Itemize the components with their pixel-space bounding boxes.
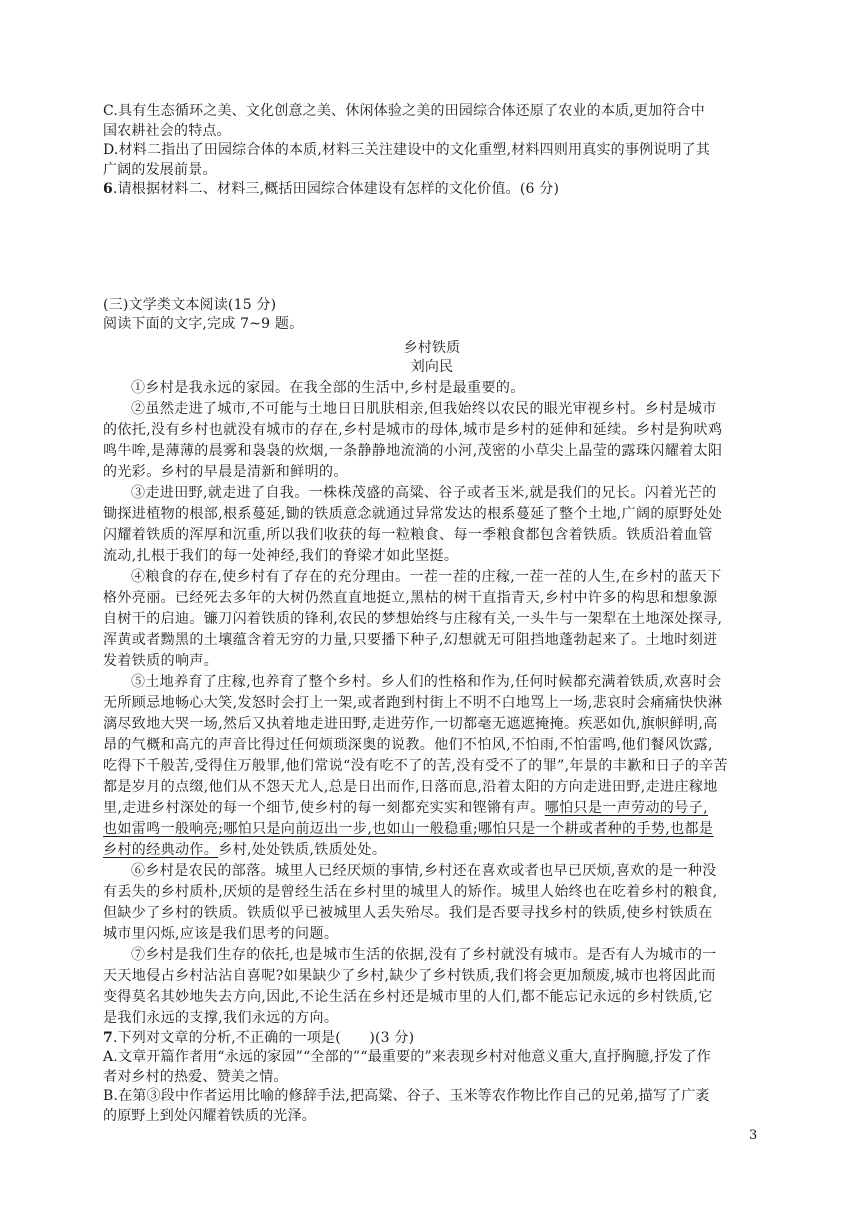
- option-a-line2: 者对乡村的热爱、赞美之情。: [103, 1068, 288, 1085]
- article-line: 但缺少了乡村的铁质。铁质似乎已被城里人丢失殆尽。我们是否要寻找乡村的铁质,使乡村铁质在: [103, 904, 713, 921]
- article-author: 刘向民: [410, 359, 454, 375]
- article-line: 城市里闪烁,应该是我们思考的问题。: [103, 925, 339, 942]
- article-line: 鸣牛哞,是薄薄的晨雾和袅袅的炊烟,一条静静地流淌的小河,茂密的小草尖上晶莹的露珠闪耀着太阳: [103, 442, 723, 459]
- article-line: 漓尽致地大哭一场,然后又执着地走进田野,走进劳作,一切都毫无遮遮掩掩。疾恶如仇,旗帜鲜明,高: [103, 715, 718, 732]
- question-7-number: 7: [103, 1029, 113, 1046]
- article-line: 吃得下千般苦,受得住万般罪,他们常说“没有吃不了的苦,没有受不了的罪”,年景的丰歉和日子的辛苦: [103, 757, 728, 774]
- question-6-text: .请根据材料二、材料三,概括田园综合体建设有怎样的文化价值。(6 分): [112, 181, 560, 197]
- article-line: 浑黄或者黝黑的土壤蕴含着无穷的力量,只要播下种子,幻想就无可阻挡地蓬勃起来了。土地时刻迸: [103, 631, 718, 648]
- option-d-line2: 广阔的发展前景。: [103, 161, 217, 178]
- article-title: 乡村铁质: [403, 339, 461, 356]
- option-d-line1: D.材料二指出了田园综合体的本质,材料三关注建设中的文化重塑,材料四则用真实的事例说明了其: [103, 142, 711, 158]
- option-b-line1: B.在第③段中作者运用比喻的修辞手法,把高粱、谷子、玉米等农作物比作自己的兄弟,描写了广袤: [103, 1088, 710, 1104]
- article-line: ⑦乡村是我们生存的依托,也是城市生活的依据,没有了乡村就没有城市。是否有人为城市的一: [131, 946, 717, 963]
- article-line: 的光彩。乡村的早晨是清新和鲜明的。: [103, 463, 348, 480]
- section-heading: (三)文学类文本阅读(15 分): [103, 296, 277, 313]
- question-7-stem: .下列对文章的分析,不正确的一项是( )(3 分): [112, 1029, 415, 1046]
- article-line: 昂的气概和高亢的声音比得过任何烦琐深奥的说教。他们不怕风,不怕雨,不怕雷鸣,他们餐风饮露,: [103, 736, 713, 753]
- article-line: ⑥乡村是农民的部落。城里人已经厌烦的事情,乡村还在喜欢或者也早已厌烦,喜欢的是一种没: [131, 862, 717, 879]
- article-line: [103, 819, 761, 840]
- article-line: 有丢失的乡村质朴,厌烦的是曾经生活在乡村里的城里人的矫作。城里人始终也在吃着乡村的粮食,: [103, 883, 718, 900]
- underlined-text: 也如雷鸣一般响亮;哪怕只是向前迈出一步,也如山一般稳重;哪怕只是一个耕或者种的手势,也都是: [103, 820, 714, 837]
- article-line: ②虽然走进了城市,不可能与土地日日肌肤相亲,但我始终以农民的眼光审视乡村。乡村是城市: [131, 400, 717, 417]
- article-line: 的依托,没有乡村也就没有城市的存在,乡村是城市的母体,城市是乡村的延伸和延续。乡村是狗吠鸡: [103, 421, 723, 438]
- article-line: ①乡村是我永远的家园。在我全部的生活中,乡村是最重要的。: [131, 379, 525, 396]
- article-line: 流动,扎根于我们的每一处神经,我们的脊梁才如此坚挺。: [103, 547, 459, 564]
- article-line: 闪耀着铁质的浑厚和沉重,所以我们收获的每一粒粮食、每一季粮食都包含着铁质。铁质沿着血管: [103, 526, 713, 543]
- article-line: 发着铁质的响声。: [103, 652, 219, 669]
- article-line: ⑤土地养育了庄稼,也养育了整个乡村。乡人们的性格和作为,任何时候都充满着铁质,欢喜时会: [131, 673, 722, 690]
- section-instruction: 阅读下面的文字,完成 7~9 题。: [103, 316, 304, 332]
- option-c-line2: 国农耕社会的特点。: [103, 122, 231, 139]
- article-line: [103, 840, 761, 861]
- article-line: 天天地侵占乡村沾沾自喜呢?如果缺少了乡村,缺少了乡村铁质,我们将会更加颓废,城市也将因此而: [103, 967, 716, 984]
- answer-space: [103, 200, 761, 296]
- question-6: [103, 180, 761, 200]
- article-line: [103, 798, 761, 819]
- article-line: ③走进田野,就走进了自我。一株株茂盛的高粱、谷子或者玉米,就是我们的兄长。闪着光芒的: [131, 484, 717, 501]
- article-line: 格外亮丽。已经死去多年的大树仍然直直地挺立,黑枯的树干直指青天,乡村中许多的构思和想象源: [103, 589, 718, 606]
- underlined-text: 哪怕只是一声劳动的号子,: [544, 799, 708, 816]
- article-line: 无所顾忌地畅心大笑,发怒时会打上一架,或者跑到村街上不明不白地骂上一场,悲哀时会痛痛快快淋: [103, 694, 723, 711]
- page-number: 3: [749, 1128, 758, 1143]
- question-7: [103, 1029, 761, 1049]
- article-line: 自树干的启迪。镰刀闪着铁质的锋利,农民的梦想始终与庄稼有关,一头牛与一架犁在土地深处探寻,: [103, 610, 723, 627]
- article-line: 变得莫名其妙地失去方向,因此,不论生活在乡村还是城市里的人们,都不能忘记永远的乡村铁质,它: [103, 988, 713, 1005]
- option-c-line1: C.具有生态循环之美、文化创意之美、休闲体验之美的田园综合体还原了农业的本质,更加符合中: [103, 103, 705, 119]
- document-page: [103, 102, 761, 1126]
- option-a-line1: A.文章开篇作者用“永远的家园”“全部的”“最重要的”来表现乡村对他意义重大,直抒胸臆,抒发了作: [103, 1049, 712, 1065]
- article-line: 锄探进植物的根部,根系蔓延,锄的铁质意念就通过异常发达的根系蔓延了整个土地,广阔的原野处处: [103, 505, 723, 522]
- option-b-line2: 的原野上到处闪耀着铁质的光泽。: [103, 1107, 316, 1124]
- article-text: 里,走进乡村深处的每一个细节,使乡村的每一刻都充实实和铿锵有声。: [103, 799, 545, 816]
- question-6-number: 6: [103, 181, 113, 197]
- article-line: 都是岁月的点缀,他们从不怨天尤人,总是日出而作,日落而息,沿着太阳的方向走进田野,走进庄稼地: [103, 778, 718, 795]
- underlined-text: 乡村的经典动作。: [103, 841, 219, 858]
- article-line: ④粮食的存在,使乡村有了存在的充分理由。一茬一茬的庄稼,一茬一茬的人生,在乡村的蓝天下: [131, 568, 722, 585]
- article-text: 乡村,处处铁质,铁质处处。: [218, 841, 387, 858]
- article-line: 是我们永远的支撑,我们永远的方向。: [103, 1009, 339, 1026]
